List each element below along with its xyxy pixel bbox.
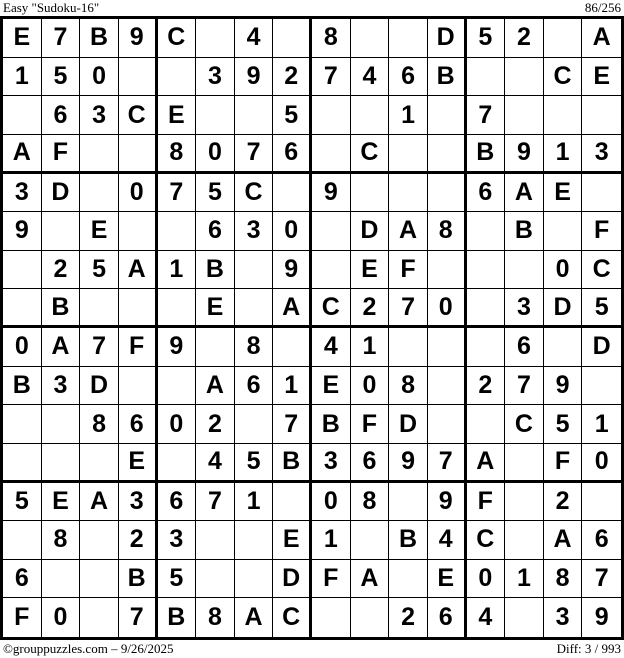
grid-cell-given[interactable]: 6 — [196, 212, 235, 251]
grid-cell-given[interactable]: F — [119, 328, 158, 367]
grid-cell-empty[interactable] — [312, 135, 351, 174]
grid-cell-given[interactable]: 9 — [158, 328, 197, 367]
grid-cell-empty[interactable] — [235, 521, 274, 560]
grid-cell-given[interactable]: 2 — [505, 19, 544, 58]
grid-cell-empty[interactable] — [582, 174, 621, 213]
grid-cell-empty[interactable] — [544, 212, 583, 251]
grid-cell-empty[interactable] — [80, 174, 119, 213]
grid-cell-empty[interactable] — [80, 560, 119, 599]
grid-cell-given[interactable]: 8 — [80, 405, 119, 444]
grid-cell-empty[interactable] — [428, 367, 467, 406]
grid-cell-empty[interactable] — [467, 212, 506, 251]
grid-cell-empty[interactable] — [158, 212, 197, 251]
grid-cell-given[interactable]: 2 — [42, 251, 81, 290]
grid-cell-empty[interactable] — [235, 96, 274, 135]
grid-cell-given[interactable]: 9 — [428, 483, 467, 522]
grid-cell-given[interactable]: 8 — [235, 328, 274, 367]
grid-cell-given[interactable]: 9 — [273, 251, 312, 290]
grid-cell-given[interactable]: 4 — [428, 521, 467, 560]
grid-cell-given[interactable]: E — [273, 521, 312, 560]
grid-cell-empty[interactable] — [119, 212, 158, 251]
grid-cell-given[interactable]: 6 — [235, 367, 274, 406]
difficulty-text: Diff: 3 / 993 — [556, 641, 621, 656]
grid-cell-given[interactable]: 0 — [351, 367, 390, 406]
grid-cell-given[interactable]: 2 — [389, 598, 428, 637]
grid-cell-given[interactable]: B — [3, 367, 42, 406]
grid-cell-given[interactable]: 5 — [158, 560, 197, 599]
grid-cell-empty[interactable] — [80, 521, 119, 560]
grid-cell-given[interactable]: 7 — [505, 367, 544, 406]
grid-cell-empty[interactable] — [428, 135, 467, 174]
grid-cell-given[interactable]: 6 — [3, 560, 42, 599]
grid-cell-given[interactable]: 7 — [582, 560, 621, 599]
grid-cell-given[interactable]: 1 — [235, 483, 274, 522]
grid-cell-given[interactable]: A — [119, 251, 158, 290]
grid-cell-given[interactable]: 3 — [42, 367, 81, 406]
grid-cell-given[interactable]: 8 — [158, 135, 197, 174]
grid-cell-empty[interactable] — [582, 96, 621, 135]
grid-cell-given[interactable]: 1 — [158, 251, 197, 290]
grid-cell-given[interactable]: C — [273, 598, 312, 637]
grid-cell-given[interactable]: B — [428, 58, 467, 97]
grid-cell-given[interactable]: A — [351, 560, 390, 599]
grid-cell-empty[interactable] — [467, 405, 506, 444]
grid-cell-given[interactable]: 6 — [389, 58, 428, 97]
grid-cell-given[interactable]: 0 — [467, 560, 506, 599]
grid-cell-empty[interactable] — [351, 174, 390, 213]
grid-cell-given[interactable]: 7 — [42, 19, 81, 58]
grid-cell-given[interactable]: 9 — [389, 444, 428, 483]
grid-cell-given[interactable]: 4 — [467, 598, 506, 637]
grid-cell-given[interactable]: 7 — [80, 328, 119, 367]
grid-cell-given[interactable]: A — [505, 174, 544, 213]
grid-cell-given[interactable]: 5 — [467, 19, 506, 58]
grid-cell-given[interactable]: F — [351, 405, 390, 444]
grid-cell-empty[interactable] — [312, 251, 351, 290]
grid-cell-empty[interactable] — [312, 598, 351, 637]
grid-cell-given[interactable]: 2 — [351, 289, 390, 328]
grid-cell-given[interactable]: 5 — [544, 405, 583, 444]
grid-cell-given[interactable]: F — [582, 212, 621, 251]
grid-cell-empty[interactable] — [351, 96, 390, 135]
grid-cell-given[interactable]: 6 — [273, 135, 312, 174]
grid-cell-given[interactable]: 9 — [235, 58, 274, 97]
grid-cell-given[interactable]: B — [196, 251, 235, 290]
grid-cell-empty[interactable] — [505, 58, 544, 97]
grid-cell-given[interactable]: 1 — [505, 560, 544, 599]
grid-cell-empty[interactable] — [467, 58, 506, 97]
grid-cell-empty[interactable] — [42, 212, 81, 251]
grid-cell-given[interactable]: 6 — [351, 444, 390, 483]
grid-cell-empty[interactable] — [428, 328, 467, 367]
grid-cell-given[interactable]: 3 — [544, 598, 583, 637]
grid-cell-given[interactable]: A — [42, 328, 81, 367]
grid-cell-given[interactable]: B — [158, 598, 197, 637]
grid-cell-empty[interactable] — [235, 289, 274, 328]
grid-cell-given[interactable]: D — [428, 19, 467, 58]
grid-cell-given[interactable]: 8 — [312, 19, 351, 58]
grid-cell-given[interactable]: 4 — [235, 19, 274, 58]
grid-cell-given[interactable]: 0 — [428, 289, 467, 328]
grid-cell-empty[interactable] — [42, 444, 81, 483]
grid-cell-given[interactable]: 8 — [351, 483, 390, 522]
grid-cell-empty[interactable] — [505, 483, 544, 522]
copyright-text: ©grouppuzzles.com – 9/26/2025 — [3, 641, 174, 656]
grid-cell-empty[interactable] — [80, 444, 119, 483]
grid-cell-empty[interactable] — [196, 521, 235, 560]
grid-cell-given[interactable]: 2 — [273, 58, 312, 97]
grid-cell-given[interactable]: 6 — [42, 96, 81, 135]
grid-cell-given[interactable]: 5 — [42, 58, 81, 97]
grid-cell-given[interactable]: C — [351, 135, 390, 174]
grid-cell-given[interactable]: 3 — [3, 174, 42, 213]
grid-cell-given[interactable]: E — [582, 58, 621, 97]
grid-cell-given[interactable]: F — [42, 135, 81, 174]
grid-cell-given[interactable]: E — [196, 289, 235, 328]
grid-cell-given[interactable]: 5 — [80, 251, 119, 290]
grid-cell-given[interactable]: C — [119, 96, 158, 135]
grid-cell-given[interactable]: 0 — [196, 135, 235, 174]
grid-cell-empty[interactable] — [158, 58, 197, 97]
grid-cell-empty[interactable] — [3, 405, 42, 444]
grid-cell-empty[interactable] — [428, 96, 467, 135]
grid-cell-given[interactable]: E — [428, 560, 467, 599]
page-header — [0, 0, 624, 16]
grid-cell-given[interactable]: 2 — [119, 521, 158, 560]
grid-cell-given[interactable]: F — [3, 598, 42, 637]
grid-cell-given[interactable]: E — [80, 212, 119, 251]
grid-cell-given[interactable]: B — [42, 289, 81, 328]
grid-cell-empty[interactable] — [467, 289, 506, 328]
grid-cell-given[interactable]: 8 — [389, 367, 428, 406]
grid-cell-empty[interactable] — [235, 405, 274, 444]
grid-cell-empty[interactable] — [389, 483, 428, 522]
grid-cell-empty[interactable] — [389, 174, 428, 213]
grid-cell-given[interactable]: 7 — [273, 405, 312, 444]
grid-cell-empty[interactable] — [273, 328, 312, 367]
grid-cell-given[interactable]: D — [42, 174, 81, 213]
grid-cell-given[interactable]: E — [119, 444, 158, 483]
grid-cell-given[interactable]: 3 — [505, 289, 544, 328]
grid-cell-given[interactable]: 7 — [467, 96, 506, 135]
grid-cell-empty[interactable] — [273, 19, 312, 58]
grid-cell-empty[interactable] — [158, 367, 197, 406]
grid-cell-empty[interactable] — [235, 560, 274, 599]
grid-cell-empty[interactable] — [351, 598, 390, 637]
grid-cell-given[interactable]: A — [467, 444, 506, 483]
grid-cell-given[interactable]: 0 — [158, 405, 197, 444]
grid-cell-given[interactable]: 3 — [312, 444, 351, 483]
grid-cell-given[interactable]: 0 — [544, 251, 583, 290]
grid-cell-empty[interactable] — [389, 560, 428, 599]
puzzle-title: Easy "Sudoku-16" — [3, 0, 100, 15]
grid-cell-empty[interactable] — [196, 96, 235, 135]
grid-cell-given[interactable]: 1 — [312, 521, 351, 560]
grid-cell-given[interactable]: C — [158, 19, 197, 58]
grid-cell-empty[interactable] — [196, 328, 235, 367]
grid-cell-given[interactable]: 5 — [273, 96, 312, 135]
grid-cell-given[interactable]: 9 — [544, 367, 583, 406]
grid-cell-empty[interactable] — [389, 328, 428, 367]
grid-cell-given[interactable]: 8 — [544, 560, 583, 599]
grid-cell-given[interactable]: C — [467, 521, 506, 560]
grid-cell-given[interactable]: C — [505, 405, 544, 444]
grid-cell-given[interactable]: F — [467, 483, 506, 522]
grid-cell-given[interactable]: D — [273, 560, 312, 599]
grid-cell-empty[interactable] — [3, 444, 42, 483]
grid-cell-empty[interactable] — [158, 444, 197, 483]
grid-cell-empty[interactable] — [544, 328, 583, 367]
grid-cell-given[interactable]: 0 — [582, 444, 621, 483]
grid-cell-given[interactable]: 0 — [42, 598, 81, 637]
grid-cell-given[interactable]: E — [312, 367, 351, 406]
grid-cell-empty[interactable] — [3, 251, 42, 290]
grid-cell-given[interactable]: A — [582, 19, 621, 58]
grid-cell-given[interactable]: 9 — [3, 212, 42, 251]
grid-cell-given[interactable]: A — [196, 367, 235, 406]
grid-cell-empty[interactable] — [119, 135, 158, 174]
grid-cell-empty[interactable] — [428, 251, 467, 290]
grid-cell-given[interactable]: 3 — [196, 58, 235, 97]
grid-cell-given[interactable]: 4 — [312, 328, 351, 367]
grid-cell-empty[interactable] — [119, 58, 158, 97]
grid-cell-empty[interactable] — [3, 289, 42, 328]
grid-cell-given[interactable]: D — [351, 212, 390, 251]
grid-cell-given[interactable]: C — [544, 58, 583, 97]
grid-cell-empty[interactable] — [544, 96, 583, 135]
grid-cell-given[interactable]: 6 — [467, 174, 506, 213]
grid-cell-given[interactable]: 2 — [196, 405, 235, 444]
grid-cell-given[interactable]: 7 — [389, 289, 428, 328]
grid-cell-given[interactable]: 2 — [544, 483, 583, 522]
grid-cell-empty[interactable] — [582, 367, 621, 406]
grid-cell-empty[interactable] — [467, 251, 506, 290]
grid-cell-given[interactable]: 7 — [312, 58, 351, 97]
grid-cell-given[interactable]: F — [544, 444, 583, 483]
grid-cell-given[interactable]: C — [312, 289, 351, 328]
grid-cell-given[interactable]: 0 — [119, 174, 158, 213]
grid-cell-given[interactable]: 9 — [119, 19, 158, 58]
grid-cell-given[interactable]: E — [42, 483, 81, 522]
grid-cell-empty[interactable] — [158, 289, 197, 328]
grid-cell-empty[interactable] — [505, 444, 544, 483]
grid-cell-given[interactable]: A — [80, 483, 119, 522]
grid-cell-empty[interactable] — [505, 598, 544, 637]
grid-cell-given[interactable]: 7 — [235, 135, 274, 174]
grid-cell-given[interactable]: C — [582, 251, 621, 290]
grid-cell-given[interactable]: 1 — [351, 328, 390, 367]
grid-cell-given[interactable]: 4 — [196, 444, 235, 483]
grid-cell-given[interactable]: A — [273, 289, 312, 328]
puzzle-counter: 86/256 — [584, 0, 621, 15]
grid-cell-empty[interactable] — [351, 19, 390, 58]
grid-cell-empty[interactable] — [273, 483, 312, 522]
grid-cell-empty[interactable] — [351, 521, 390, 560]
grid-cell-empty[interactable] — [312, 96, 351, 135]
grid-cell-given[interactable]: D — [80, 367, 119, 406]
grid-cell-given[interactable]: 7 — [428, 444, 467, 483]
grid-cell-given[interactable]: A — [235, 598, 274, 637]
grid-cell-empty[interactable] — [505, 251, 544, 290]
grid-cell-given[interactable]: 1 — [273, 367, 312, 406]
grid-cell-given[interactable]: B — [80, 19, 119, 58]
grid-cell-given[interactable]: 3 — [235, 212, 274, 251]
grid-cell-given[interactable]: 7 — [119, 598, 158, 637]
grid-cell-empty[interactable] — [3, 521, 42, 560]
grid-cell-given[interactable]: B — [505, 212, 544, 251]
grid-cell-given[interactable]: E — [544, 174, 583, 213]
grid-cell-given[interactable]: F — [312, 560, 351, 599]
grid-cell-given[interactable]: B — [273, 444, 312, 483]
grid-cell-given[interactable]: B — [119, 560, 158, 599]
grid-cell-given[interactable]: 6 — [582, 521, 621, 560]
grid-cell-empty[interactable] — [119, 289, 158, 328]
grid-cell-given[interactable]: 9 — [582, 598, 621, 637]
grid-cell-given[interactable]: 9 — [505, 135, 544, 174]
grid-cell-given[interactable]: D — [582, 328, 621, 367]
grid-cell-given[interactable]: 6 — [158, 483, 197, 522]
grid-cell-given[interactable]: 6 — [505, 328, 544, 367]
grid-cell-given[interactable]: 8 — [428, 212, 467, 251]
grid-cell-empty[interactable] — [119, 367, 158, 406]
sudoku-grid — [0, 16, 624, 640]
grid-cell-given[interactable]: B — [467, 135, 506, 174]
grid-cell-empty[interactable] — [505, 96, 544, 135]
grid-cell-given[interactable]: E — [351, 251, 390, 290]
grid-cell-empty[interactable] — [196, 560, 235, 599]
grid-cell-empty[interactable] — [467, 328, 506, 367]
grid-cell-empty[interactable] — [42, 560, 81, 599]
grid-cell-given[interactable]: 0 — [3, 328, 42, 367]
grid-cell-empty[interactable] — [505, 521, 544, 560]
grid-cell-empty[interactable] — [80, 289, 119, 328]
grid-cell-empty[interactable] — [389, 19, 428, 58]
grid-cell-given[interactable]: 0 — [273, 212, 312, 251]
grid-cell-empty[interactable] — [80, 598, 119, 637]
grid-cell-given[interactable]: 1 — [582, 405, 621, 444]
grid-cell-empty[interactable] — [389, 135, 428, 174]
grid-cell-given[interactable]: 8 — [196, 598, 235, 637]
page-footer — [0, 640, 624, 658]
grid-cell-given[interactable]: 6 — [428, 598, 467, 637]
grid-cell-empty[interactable] — [428, 174, 467, 213]
grid-cell-given[interactable]: 6 — [119, 405, 158, 444]
grid-cell-given[interactable]: 8 — [42, 521, 81, 560]
grid-cell-given[interactable]: A — [389, 212, 428, 251]
grid-cell-empty[interactable] — [273, 174, 312, 213]
grid-cell-given[interactable]: C — [235, 174, 274, 213]
grid-cell-given[interactable]: 7 — [158, 174, 197, 213]
grid-cell-given[interactable]: 3 — [582, 135, 621, 174]
grid-cell-given[interactable]: D — [389, 405, 428, 444]
grid-cell-given[interactable]: 5 — [582, 289, 621, 328]
grid-cell-given[interactable]: 3 — [80, 96, 119, 135]
grid-cell-given[interactable]: 2 — [467, 367, 506, 406]
grid-cell-empty[interactable] — [312, 212, 351, 251]
grid-cell-given[interactable]: A — [3, 135, 42, 174]
grid-cell-given[interactable]: 5 — [3, 483, 42, 522]
grid-cell-empty[interactable] — [582, 483, 621, 522]
grid-cell-given[interactable]: 7 — [196, 483, 235, 522]
grid-cell-given[interactable]: 1 — [544, 135, 583, 174]
grid-cell-given[interactable]: A — [544, 521, 583, 560]
grid-cell-given[interactable]: 5 — [235, 444, 274, 483]
grid-cell-empty[interactable] — [428, 405, 467, 444]
grid-cell-given[interactable]: 9 — [312, 174, 351, 213]
grid-cell-given[interactable]: 0 — [312, 483, 351, 522]
grid-cell-given[interactable]: 1 — [3, 58, 42, 97]
grid-cell-given[interactable]: D — [544, 289, 583, 328]
grid-cell-given[interactable]: 3 — [158, 521, 197, 560]
grid-cell-given[interactable]: 3 — [119, 483, 158, 522]
grid-cell-empty[interactable] — [3, 96, 42, 135]
grid-cell-given[interactable]: B — [312, 405, 351, 444]
grid-cell-given[interactable]: E — [3, 19, 42, 58]
grid-cell-given[interactable]: B — [389, 521, 428, 560]
grid-cell-empty[interactable] — [235, 251, 274, 290]
grid-cell-empty[interactable] — [544, 19, 583, 58]
grid-cell-empty[interactable] — [42, 405, 81, 444]
grid-cell-given[interactable]: 4 — [351, 58, 390, 97]
grid-cell-given[interactable]: E — [158, 96, 197, 135]
grid-cell-given[interactable]: 1 — [389, 96, 428, 135]
grid-cell-given[interactable]: 5 — [196, 174, 235, 213]
grid-cell-empty[interactable] — [196, 19, 235, 58]
grid-cell-given[interactable]: 0 — [80, 58, 119, 97]
grid-cell-empty[interactable] — [80, 135, 119, 174]
grid-cell-given[interactable]: F — [389, 251, 428, 290]
